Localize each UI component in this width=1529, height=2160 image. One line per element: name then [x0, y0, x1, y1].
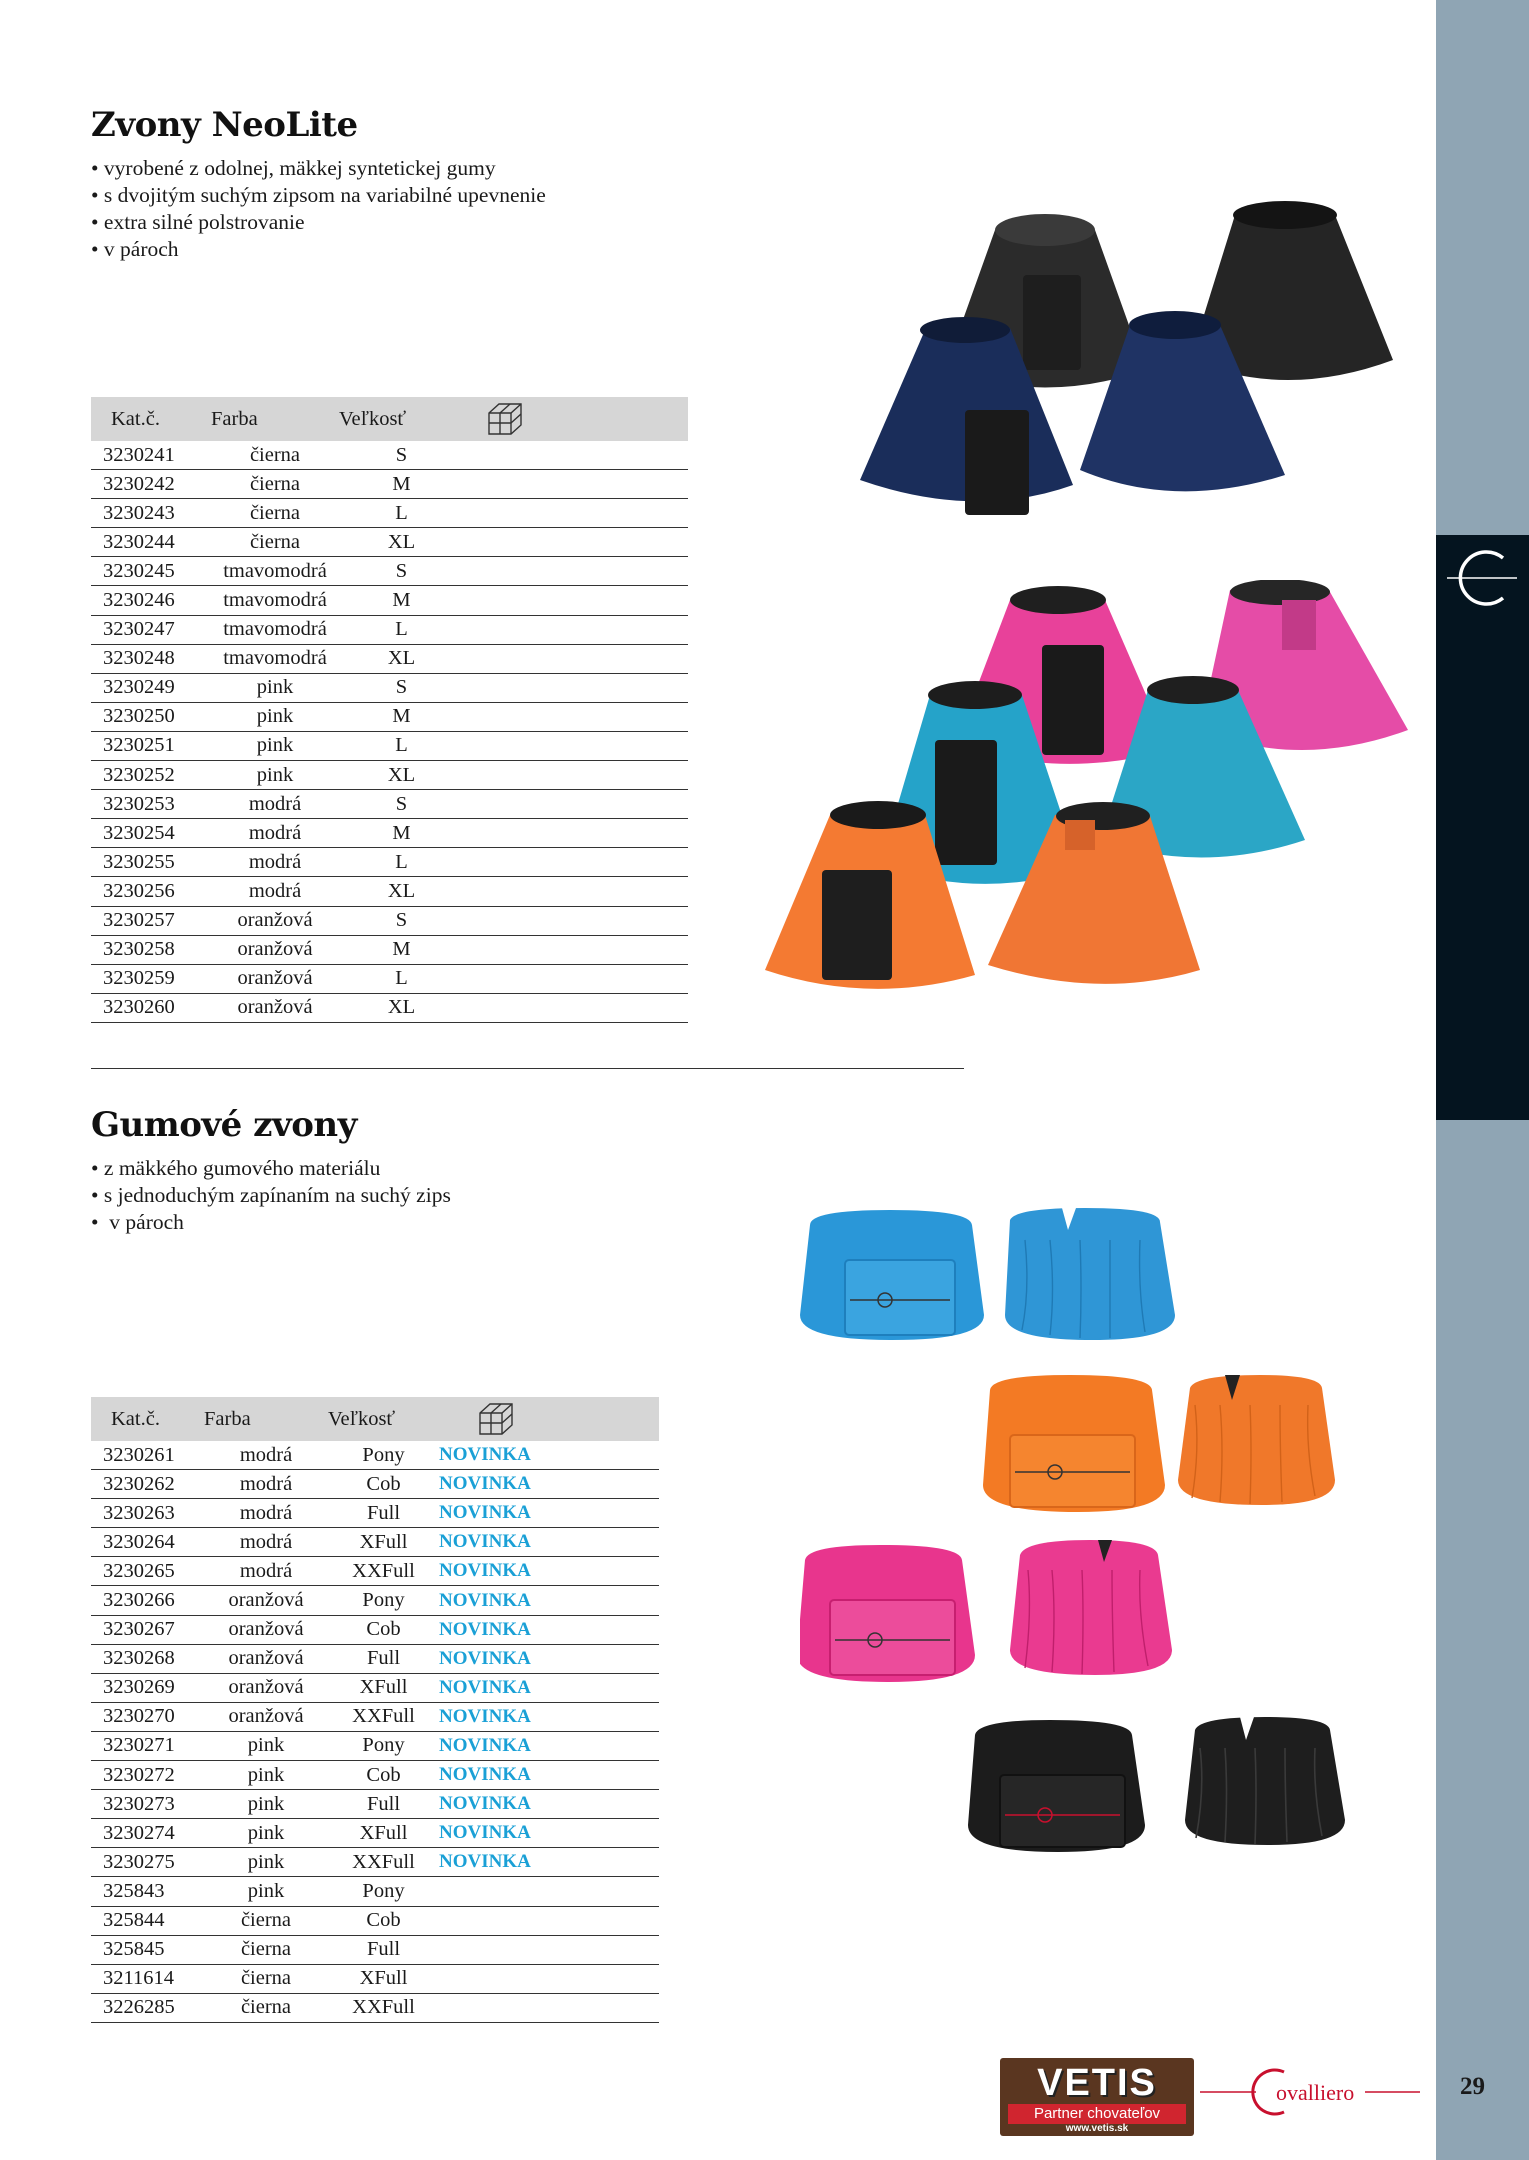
cell-kat: 3230253: [91, 790, 211, 819]
cell-farba: pink: [211, 673, 339, 702]
table-row: [91, 528, 688, 557]
table-row: [91, 470, 688, 499]
cell-velkost: M: [339, 935, 464, 964]
cell-farba: pink: [204, 1761, 328, 1790]
cell-velkost: S: [339, 906, 464, 935]
cell-farba: oranžová: [211, 906, 339, 935]
feature-item: • s dvojitým suchým zipsom na variabilné upevnenie: [91, 182, 546, 209]
vetis-partner-text: Partner chovateľov: [1008, 2104, 1186, 2124]
cell-kat: 3230272: [91, 1761, 204, 1790]
feature-item: • v pároch: [91, 236, 546, 263]
table-row: [91, 1731, 659, 1760]
box-icon: [487, 401, 523, 437]
cell-farba: pink: [204, 1877, 328, 1906]
cell-velkost: L: [339, 731, 464, 760]
cell-kat: 3230263: [91, 1499, 204, 1528]
feature-item: • s jednoduchým zapínaním na suchý zips: [91, 1182, 451, 1209]
table-row: [91, 906, 688, 935]
cell-kat: 3230256: [91, 877, 211, 906]
cell-kat: 3230241: [91, 441, 211, 470]
cell-kat: 3230252: [91, 761, 211, 790]
cell-velkost: M: [339, 470, 464, 499]
cell-velkost: Pony: [328, 1877, 439, 1906]
cell-novinka: NOVINKA: [439, 1499, 659, 1528]
cell-farba: oranžová: [204, 1644, 328, 1673]
table-row: [91, 1586, 659, 1615]
table-row: [91, 1528, 659, 1557]
cell-novinka: NOVINKA: [439, 1644, 659, 1673]
cell-kat: 3230268: [91, 1644, 204, 1673]
table-row: [91, 1819, 659, 1848]
table-row: [91, 702, 688, 731]
cell-farba: čierna: [211, 441, 339, 470]
page-number: 29: [1460, 2073, 1485, 2100]
cell-novinka: NOVINKA: [439, 1790, 659, 1819]
cell-kat: 3230264: [91, 1528, 204, 1557]
cell-novinka: NOVINKA: [439, 1761, 659, 1790]
cell-velkost: XFull: [328, 1819, 439, 1848]
cell-velkost: XL: [339, 993, 464, 1022]
table-row: [91, 615, 688, 644]
cell-velkost: Full: [328, 1644, 439, 1673]
cell-novinka: [439, 1993, 659, 2022]
cell-novinka: [464, 906, 688, 935]
cell-farba: tmavomodrá: [211, 615, 339, 644]
feature-item: • z mäkkého gumového materiálu: [91, 1155, 451, 1182]
cell-farba: oranžová: [211, 935, 339, 964]
cell-farba: tmavomodrá: [211, 586, 339, 615]
cell-farba: pink: [211, 731, 339, 760]
table-row: [91, 586, 688, 615]
feature-list-neolite: [91, 155, 546, 263]
cell-kat: 3230273: [91, 1790, 204, 1819]
cell-novinka: [439, 1877, 659, 1906]
cell-kat: 3226285: [91, 1993, 204, 2022]
table-row: [91, 1615, 659, 1644]
table-row: [91, 964, 688, 993]
cell-kat: 3230270: [91, 1702, 204, 1731]
cell-farba: pink: [204, 1731, 328, 1760]
cell-velkost: Cob: [328, 1615, 439, 1644]
table-header-row: [91, 1397, 659, 1441]
cell-novinka: NOVINKA: [439, 1819, 659, 1848]
table-row: [91, 557, 688, 586]
cell-novinka: [464, 877, 688, 906]
cell-novinka: [439, 1906, 659, 1935]
cell-farba: modrá: [211, 848, 339, 877]
cell-velkost: XXFull: [328, 1993, 439, 2022]
cell-farba: čierna: [211, 528, 339, 557]
cavalliero-c-logo-icon: [1445, 538, 1525, 618]
cell-novinka: NOVINKA: [439, 1673, 659, 1702]
table-row: [91, 877, 688, 906]
neolite-bells-photo-dark: [845, 200, 1405, 530]
cell-kat: 3230242: [91, 470, 211, 499]
table-row: [91, 1702, 659, 1731]
cell-velkost: L: [339, 848, 464, 877]
cell-kat: 3230248: [91, 644, 211, 673]
cell-kat: 3230258: [91, 935, 211, 964]
cell-farba: pink: [211, 761, 339, 790]
table-row: [91, 499, 688, 528]
column-header-kat: Kat.č.: [111, 1407, 160, 1430]
cell-farba: pink: [204, 1819, 328, 1848]
brand-name-text: ovalliero: [1276, 2080, 1355, 2105]
cell-kat: 3230274: [91, 1819, 204, 1848]
table-row: [91, 761, 688, 790]
cell-velkost: S: [339, 673, 464, 702]
cell-velkost: S: [339, 557, 464, 586]
cell-velkost: XFull: [328, 1964, 439, 1993]
cell-farba: oranžová: [204, 1615, 328, 1644]
feature-item: • extra silné polstrovanie: [91, 209, 546, 236]
cell-kat: 3230260: [91, 993, 211, 1022]
column-header-velkost: Veľkosť: [339, 407, 407, 430]
cell-velkost: S: [339, 790, 464, 819]
column-header-velkost: Veľkosť: [328, 1407, 396, 1430]
cell-farba: pink: [204, 1790, 328, 1819]
cell-velkost: Cob: [328, 1761, 439, 1790]
cell-velkost: Full: [328, 1790, 439, 1819]
cell-farba: tmavomodrá: [211, 644, 339, 673]
cell-velkost: M: [339, 819, 464, 848]
cell-novinka: [464, 731, 688, 760]
cell-farba: oranžová: [204, 1586, 328, 1615]
cell-novinka: NOVINKA: [439, 1441, 659, 1470]
section-divider: [91, 1068, 964, 1069]
cell-novinka: [464, 848, 688, 877]
cell-velkost: XL: [339, 761, 464, 790]
cell-velkost: XXFull: [328, 1702, 439, 1731]
cavalliero-brand-logo: [1200, 2062, 1420, 2122]
cell-farba: čierna: [211, 499, 339, 528]
cell-kat: 3230244: [91, 528, 211, 557]
cell-kat: 3230271: [91, 1731, 204, 1760]
cell-kat: 3230245: [91, 557, 211, 586]
cell-farba: modrá: [211, 790, 339, 819]
feature-list-gumove: [91, 1155, 451, 1236]
column-header-farba: Farba: [204, 1407, 251, 1430]
cell-novinka: NOVINKA: [439, 1528, 659, 1557]
box-icon: [478, 1401, 514, 1437]
cell-velkost: S: [339, 441, 464, 470]
cell-kat: 325843: [91, 1877, 204, 1906]
cell-novinka: NOVINKA: [439, 1848, 659, 1877]
cell-novinka: [464, 993, 688, 1022]
cell-velkost: Cob: [328, 1470, 439, 1499]
cell-farba: modrá: [204, 1557, 328, 1586]
table-row: [91, 673, 688, 702]
cell-kat: 3230262: [91, 1470, 204, 1499]
cell-velkost: L: [339, 499, 464, 528]
cell-kat: 3230265: [91, 1557, 204, 1586]
cell-kat: 3230243: [91, 499, 211, 528]
cell-novinka: NOVINKA: [439, 1557, 659, 1586]
cell-kat: 3230254: [91, 819, 211, 848]
vetis-logo-text: VETIS: [1037, 2062, 1157, 2104]
cell-farba: modrá: [211, 877, 339, 906]
cell-velkost: XFull: [328, 1673, 439, 1702]
cell-kat: 3230247: [91, 615, 211, 644]
cell-velkost: XFull: [328, 1528, 439, 1557]
column-header-box: [464, 397, 688, 441]
cell-farba: čierna: [204, 1964, 328, 1993]
vetis-partner-logo: [1000, 2058, 1194, 2136]
table-row: [91, 1761, 659, 1790]
cell-novinka: NOVINKA: [439, 1586, 659, 1615]
table-row: [91, 731, 688, 760]
cell-novinka: [464, 935, 688, 964]
cell-farba: oranžová: [204, 1673, 328, 1702]
table-row: [91, 644, 688, 673]
sidebar-brand-block: [1436, 535, 1529, 1120]
cell-velkost: Pony: [328, 1586, 439, 1615]
cell-novinka: [464, 964, 688, 993]
rubber-bells-photo: [800, 1200, 1400, 1890]
cell-kat: 325844: [91, 1906, 204, 1935]
cell-kat: 3230257: [91, 906, 211, 935]
cell-farba: modrá: [204, 1470, 328, 1499]
feature-item: • v pároch: [91, 1209, 451, 1236]
cell-farba: oranžová: [211, 993, 339, 1022]
cell-novinka: [464, 761, 688, 790]
cell-novinka: NOVINKA: [439, 1731, 659, 1760]
table-row: [91, 1993, 659, 2022]
cell-velkost: L: [339, 964, 464, 993]
table-row: [91, 993, 688, 1022]
column-header-box: [439, 1397, 659, 1441]
cell-farba: pink: [204, 1848, 328, 1877]
cell-novinka: [464, 702, 688, 731]
neolite-bells-photo-color: [760, 580, 1410, 1000]
cell-farba: modrá: [204, 1528, 328, 1557]
cell-novinka: [464, 586, 688, 615]
table-row: [91, 1441, 659, 1470]
cell-novinka: NOVINKA: [439, 1615, 659, 1644]
table-row: [91, 1848, 659, 1877]
table-row: [91, 848, 688, 877]
table-row: [91, 1557, 659, 1586]
table-row: [91, 935, 688, 964]
column-header-kat: Kat.č.: [111, 407, 160, 430]
cell-farba: čierna: [204, 1935, 328, 1964]
cell-novinka: [464, 470, 688, 499]
cell-farba: čierna: [204, 1993, 328, 2022]
cell-novinka: [439, 1964, 659, 1993]
cell-farba: oranžová: [211, 964, 339, 993]
cell-novinka: [464, 644, 688, 673]
cell-kat: 3230275: [91, 1848, 204, 1877]
table-row: [91, 1964, 659, 1993]
table-row: [91, 790, 688, 819]
cell-kat: 3230255: [91, 848, 211, 877]
cell-novinka: [464, 790, 688, 819]
cell-velkost: M: [339, 702, 464, 731]
cell-farba: pink: [211, 702, 339, 731]
cell-novinka: [464, 819, 688, 848]
table-header-row: [91, 397, 688, 441]
cell-velkost: Full: [328, 1499, 439, 1528]
cell-kat: 3211614: [91, 1964, 204, 1993]
section-title-gumove: Gumové zvony: [91, 1105, 357, 1145]
table-row: [91, 1644, 659, 1673]
cell-kat: 3230261: [91, 1441, 204, 1470]
table-row: [91, 819, 688, 848]
table-row: [91, 1906, 659, 1935]
cell-novinka: NOVINKA: [439, 1702, 659, 1731]
cell-kat: 3230269: [91, 1673, 204, 1702]
cell-velkost: XL: [339, 877, 464, 906]
table-row: [91, 1935, 659, 1964]
cell-novinka: [439, 1935, 659, 1964]
product-table-gumove: [91, 1397, 659, 2023]
cell-novinka: [464, 528, 688, 557]
cell-farba: modrá: [204, 1441, 328, 1470]
table-row: [91, 1499, 659, 1528]
cell-novinka: NOVINKA: [439, 1470, 659, 1499]
cell-velkost: Pony: [328, 1731, 439, 1760]
cell-novinka: [464, 441, 688, 470]
cell-velkost: Full: [328, 1935, 439, 1964]
cell-velkost: XXFull: [328, 1557, 439, 1586]
cell-farba: oranžová: [204, 1702, 328, 1731]
cell-novinka: [464, 499, 688, 528]
table-row: [91, 441, 688, 470]
cell-farba: modrá: [204, 1499, 328, 1528]
cell-velkost: Cob: [328, 1906, 439, 1935]
section-title-neolite: Zvony NeoLite: [91, 105, 358, 145]
table-row: [91, 1790, 659, 1819]
table-row: [91, 1877, 659, 1906]
cell-kat: 3230259: [91, 964, 211, 993]
column-header-farba: Farba: [211, 407, 258, 430]
cell-novinka: [464, 557, 688, 586]
cell-kat: 3230266: [91, 1586, 204, 1615]
cell-velkost: XL: [339, 644, 464, 673]
cell-novinka: [464, 673, 688, 702]
feature-item: • vyrobené z odolnej, mäkkej syntetickej gumy: [91, 155, 546, 182]
cell-farba: modrá: [211, 819, 339, 848]
cell-velkost: M: [339, 586, 464, 615]
cell-kat: 3230251: [91, 731, 211, 760]
cell-velkost: XXFull: [328, 1848, 439, 1877]
cell-velkost: Pony: [328, 1441, 439, 1470]
cell-kat: 3230267: [91, 1615, 204, 1644]
cell-kat: 3230250: [91, 702, 211, 731]
cell-velkost: L: [339, 615, 464, 644]
cell-farba: tmavomodrá: [211, 557, 339, 586]
cell-kat: 325845: [91, 1935, 204, 1964]
cell-velkost: XL: [339, 528, 464, 557]
cell-kat: 3230246: [91, 586, 211, 615]
cell-farba: čierna: [204, 1906, 328, 1935]
table-row: [91, 1673, 659, 1702]
cell-kat: 3230249: [91, 673, 211, 702]
product-table-neolite: [91, 397, 688, 1023]
vetis-url-text: www.vetis.sk: [1065, 2123, 1129, 2134]
cell-farba: čierna: [211, 470, 339, 499]
table-row: [91, 1470, 659, 1499]
cell-novinka: [464, 615, 688, 644]
